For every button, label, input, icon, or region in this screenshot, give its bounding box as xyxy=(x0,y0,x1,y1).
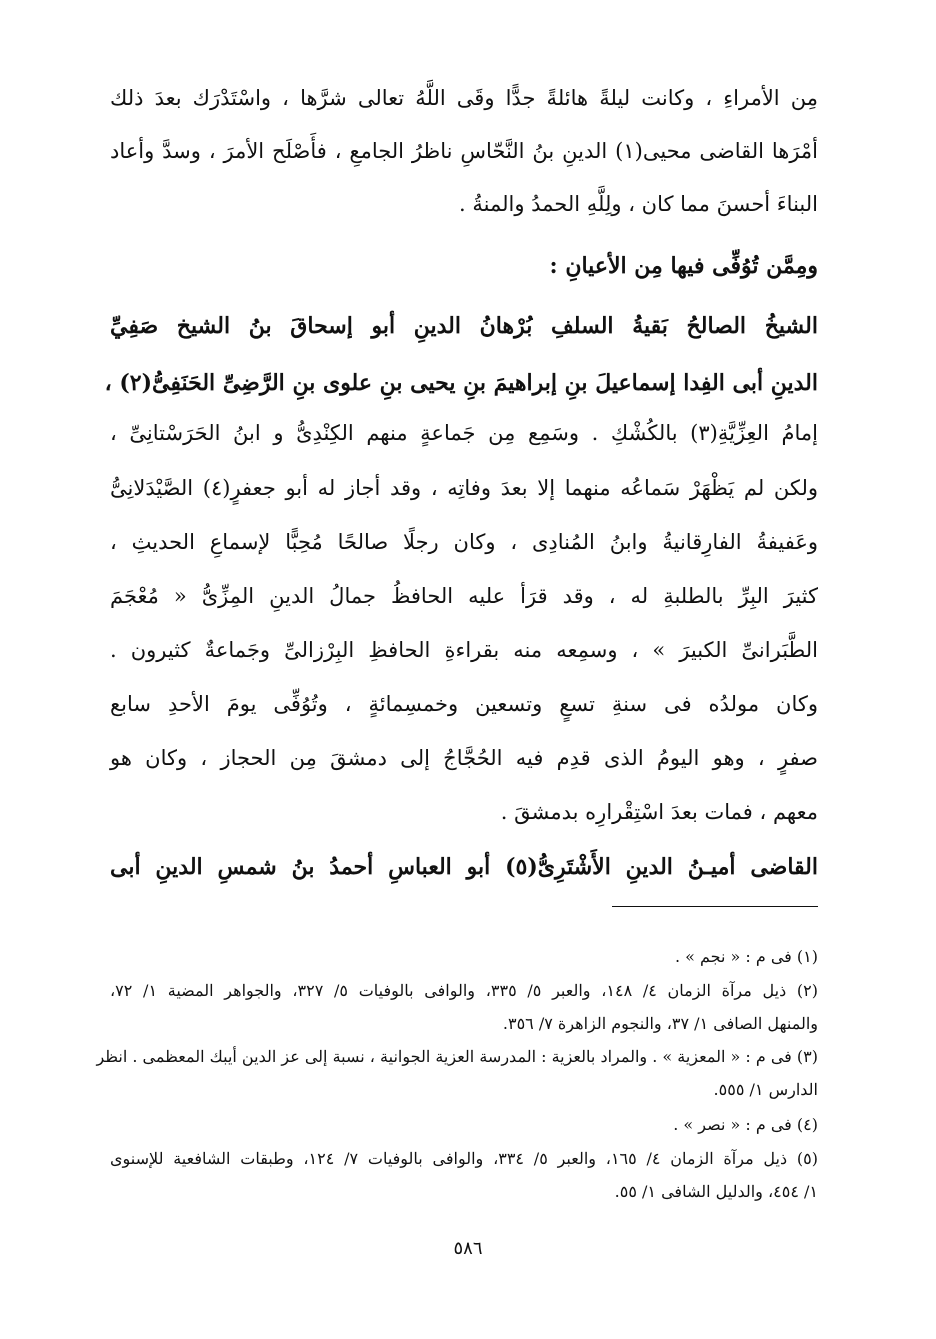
entry2-heading: القاضى أميـنُ الدينِ الأَشْتَرِىُّ(٥) أبو العباسِ أحمدُ بنُ شمسِ الدينِ أبى xyxy=(110,854,819,880)
page-number: ٥٨٦ xyxy=(453,1238,483,1259)
entry1-line-8: معهم ، فمات بعدَ اسْتِقْرارِه بدمشقَ . xyxy=(500,800,818,824)
footnote-5-continued: ١/ ٤٥٤، والدليل الشافى ١/ ٥٥. xyxy=(614,1182,818,1201)
footnote-3-continued: الدارس ١/ ٥٥٥. xyxy=(713,1080,818,1099)
body-line-2: أمْرَها القاضى محيى(١) الدينِ بنُ النَّحّاسِ ناظرُ الجامعِ ، فأَصْلَح الأمرَ ، وسدَّ وأعاد xyxy=(110,139,818,163)
entry1-heading-line-1: الشيخُ الصالحُ بَقيةُ السلفِ بُرْهانُ الدينِ أبو إسحاقَ بنُ الشيخ صَفِيِّ xyxy=(110,313,818,339)
footnote-4: (٤) فى م : « نصر » . xyxy=(673,1115,818,1134)
section-heading: ومِمَّن تُوُفِّى فيها مِن الأعيانِ : xyxy=(549,253,818,279)
body-line-1: مِن الأمراءِ ، وكانت ليلةً هائلةً جدًّا وقَى اللَّهُ تعالى شرَّها ، واسْتَدْرَك بعدَ ذلك xyxy=(110,86,818,110)
entry1-heading-line-2: الدينِ أبى الفِدا إسماعيلَ بنِ إبراهيمَ بنِ يحيى بنِ علوى بنِ الرَّضِىِّ الحَنَفِىُّ(٢) ، xyxy=(104,370,818,396)
entry1-line-1: إمامُ العِزِّيَّةِ(٣) بالكُشْكِ . وسَمِع مِن جَماعةٍ منهم الكِنْدِىُّ و ابنُ الحَرَسْتانِىِّ ، xyxy=(110,421,818,445)
footnote-5: (٥) ذيل مرآة الزمان ٤/ ١٦٥، والعبر ٥/ ٣٣٤، والوافى بالوفيات ٧/ ١٢٤، وطبقات الشافعية للإسنوى xyxy=(110,1149,819,1168)
footnote-2-continued: والمنهل الصافى ١/ ٣٧، والنجوم الزاهرة ٧/ ٣٥٦. xyxy=(502,1014,818,1033)
footnote-3: (٣) فى م : « المعزية » . والمراد بالعزية : المدرسة العزية الجوانية ، نسبة إلى عز الدين أيبك المعظمى . انظر xyxy=(96,1047,818,1066)
footnote-separator xyxy=(612,906,818,907)
entry1-line-3: وعَفيفةُ الفارِقانيةُ وابنُ المُنادِى ، وكان رجلًا صالحًا مُحِبًّا لإسماعِ الحديثِ ، xyxy=(110,530,818,554)
entry1-line-5: الطَّبَرانىِّ الكبيرَ » ، وسمِعه منه بقراءةِ الحافظِ البِرْزالىِّ وجَماعةٌ كثيرون . xyxy=(110,638,818,662)
entry1-line-4: كثيرَ البِرِّ بالطلبةِ له ، وقد قرَأ عليه الحافظُ جمالُ الدينِ المِزِّىُّ « مُعْجَمَ xyxy=(110,584,818,608)
footnote-2: (٢) ذيل مرآة الزمان ٤/ ١٤٨، والعبر ٥/ ٣٣٥، والوافى بالوفيات ٥/ ٣٢٧، والجواهر المضية ١/ ٧٢، xyxy=(110,981,818,1000)
body-line-3: البناءَ أحسنَ مما كان ، ولِلَّهِ الحمدُ والمنةُ . xyxy=(459,192,818,216)
entry1-line-7: صفرٍ ، وهو اليومُ الذى قدِم فيه الحُجَّاجُ إلى دمشقَ مِن الحجاز ، وكان هو xyxy=(110,746,818,770)
entry1-line-6: وكان مولدُه فى سنةِ تسعٍ وتسعين وخمسِمائةٍ ، وتُوُفِّى يومَ الأحدِ سابع xyxy=(110,692,818,716)
entry1-line-2: ولكن لم يَظْهَرْ سَماعُه منهما إلا بعدَ وفاتِه ، وقد أجاز له أبو جعفرٍ(٤) الصَّيْدَلانِىُّ xyxy=(110,476,819,500)
footnote-1: (١) فى م : « نجم » . xyxy=(674,947,818,966)
